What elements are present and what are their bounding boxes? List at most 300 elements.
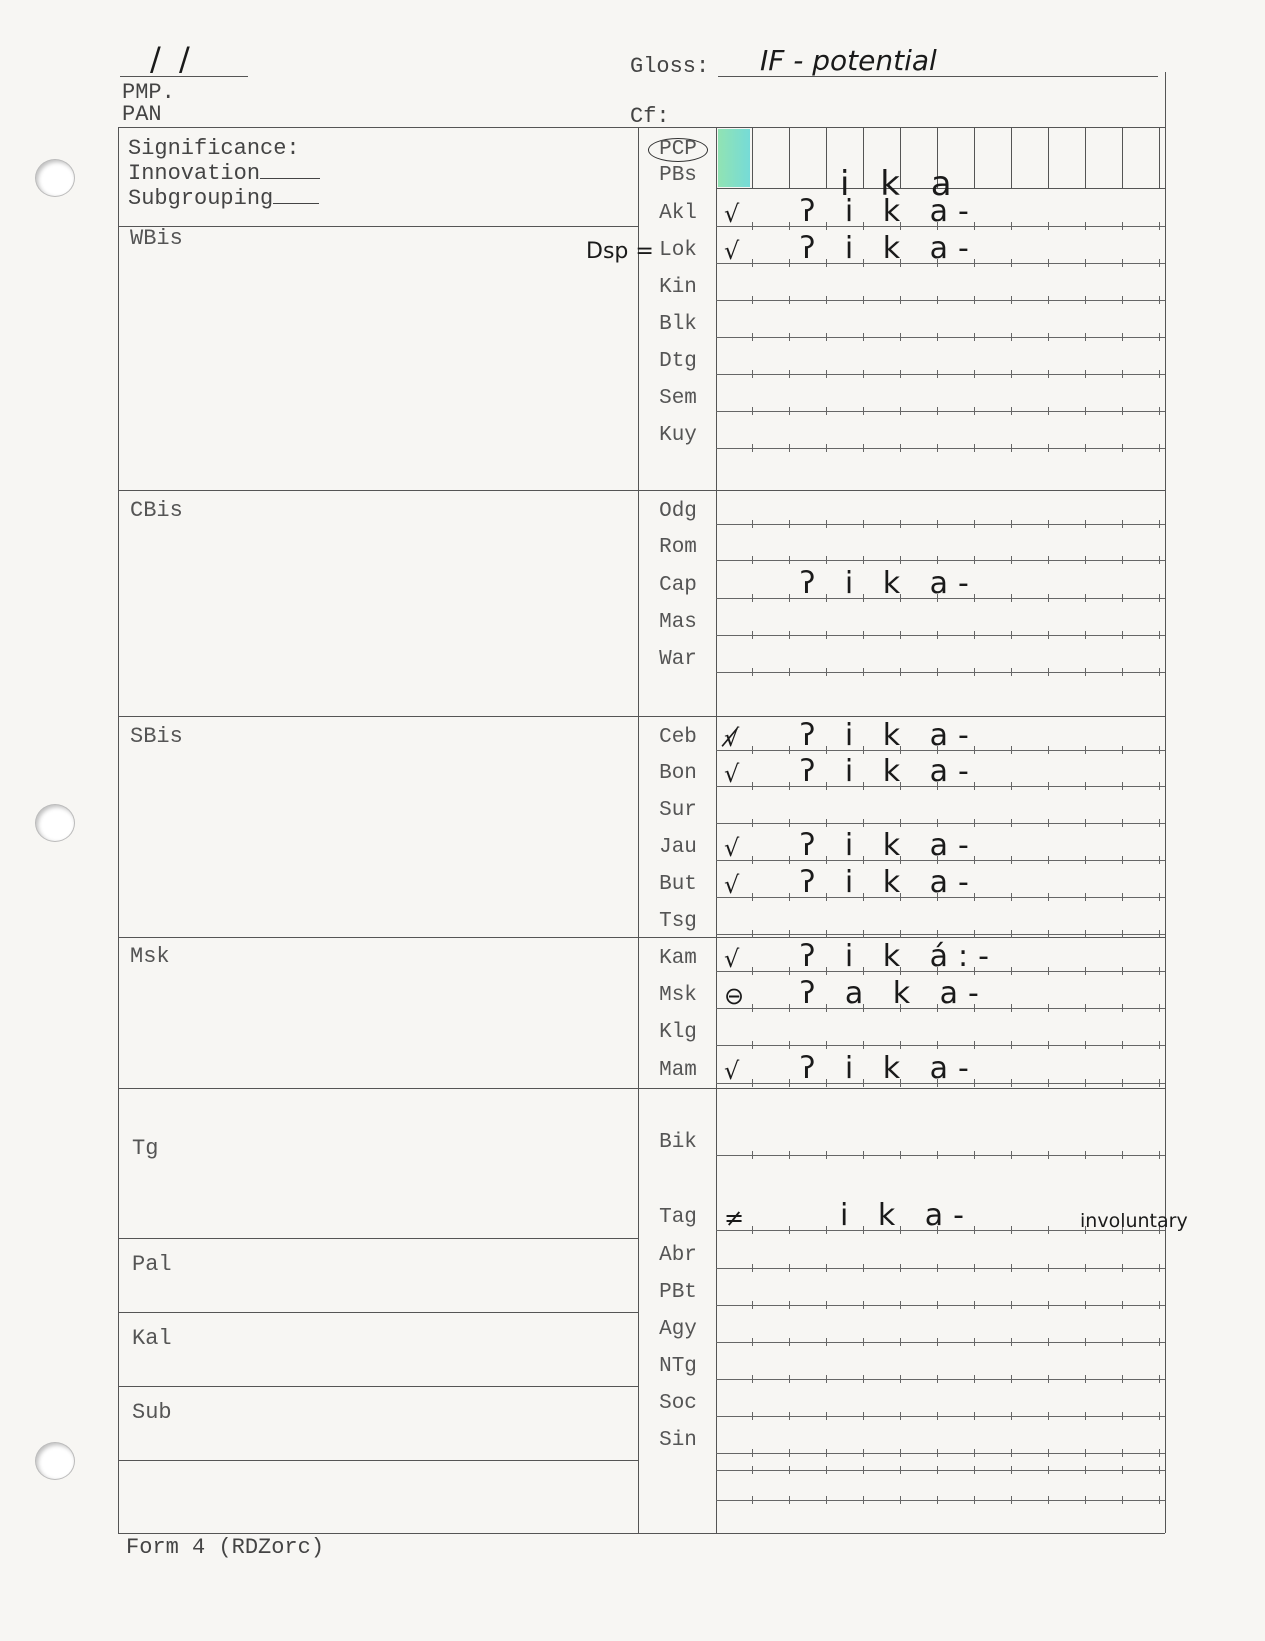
subgrouping-label: [128, 186, 319, 211]
date-underline: [120, 76, 248, 77]
row-rule: [716, 1155, 1165, 1156]
row-tick: [900, 1466, 901, 1474]
language-code-soc: Soc: [659, 1392, 697, 1415]
row-tick: [1048, 893, 1049, 901]
row-tick: [1122, 1264, 1123, 1272]
row-tick: [1085, 782, 1086, 790]
row-tick: [863, 1151, 864, 1159]
row-tick: [1048, 1079, 1049, 1087]
row-tick: [1159, 856, 1160, 864]
row-tick: [1048, 930, 1049, 938]
row-tick: [1085, 1375, 1086, 1383]
language-code-klg: Klg: [659, 1021, 697, 1044]
row-tick: [752, 1151, 753, 1159]
reflex-note: involuntary: [1080, 1210, 1188, 1232]
row-tick: [1048, 856, 1049, 864]
row-tick: [826, 819, 827, 827]
row-tick: [937, 1412, 938, 1420]
row-tick: [826, 1375, 827, 1383]
row-tick: [1122, 1151, 1123, 1159]
row-tick: [789, 746, 790, 754]
row-tick: [1159, 893, 1160, 901]
section-divider-right: [638, 490, 1165, 491]
row-tick: [789, 819, 790, 827]
row-tick: [974, 407, 975, 415]
row-tick: [1048, 1041, 1049, 1049]
frame-top-border: [118, 127, 1165, 128]
row-tick: [789, 1004, 790, 1012]
row-tick: [1122, 444, 1123, 452]
row-tick: [1048, 819, 1049, 827]
innovation-label: [128, 161, 320, 186]
row-rule: [716, 823, 1165, 824]
row-tick: [1085, 1412, 1086, 1420]
row-tick: [1011, 594, 1012, 602]
row-tick: [1011, 1496, 1012, 1504]
row-tick: [1122, 520, 1123, 528]
row-tick: [826, 444, 827, 452]
row-tick: [1048, 1496, 1049, 1504]
row-rule: [716, 448, 1165, 449]
language-code-tag: Tag: [659, 1206, 697, 1229]
row-tick: [1011, 631, 1012, 639]
row-tick: [789, 1264, 790, 1272]
row-tick: [789, 1041, 790, 1049]
row-tick: [900, 1264, 901, 1272]
row-tick: [974, 333, 975, 341]
status-mark: ≠: [724, 1204, 745, 1232]
row-tick: [1085, 1301, 1086, 1309]
row-tick: [900, 1041, 901, 1049]
row-tick: [937, 631, 938, 639]
row-tick: [789, 856, 790, 864]
row-tick: [937, 1264, 938, 1272]
row-tick: [863, 370, 864, 378]
language-code-ceb: Ceb: [659, 726, 697, 749]
row-tick: [1159, 1338, 1160, 1346]
row-tick: [1159, 1449, 1160, 1457]
row-tick: [1122, 407, 1123, 415]
row-tick: [1159, 444, 1160, 452]
language-code-rom: Rom: [659, 536, 697, 559]
top-grid-column: [1048, 127, 1049, 188]
row-tick: [1011, 370, 1012, 378]
row-tick: [1011, 856, 1012, 864]
row-tick: [1085, 1041, 1086, 1049]
row-tick: [752, 520, 753, 528]
row-tick: [789, 370, 790, 378]
region-cbis: CBis: [130, 498, 183, 523]
row-rule: [716, 934, 1165, 935]
row-tick: [1085, 296, 1086, 304]
cf-label: Cf:: [630, 104, 670, 129]
region-sub: Sub: [132, 1400, 172, 1425]
status-mark: √: [724, 237, 740, 265]
section-divider: [118, 1088, 638, 1089]
language-code-blk: Blk: [659, 313, 697, 336]
status-mark: √̸: [724, 724, 740, 752]
row-tick: [863, 296, 864, 304]
row-tick: [752, 782, 753, 790]
row-tick: [789, 782, 790, 790]
row-tick: [1159, 746, 1160, 754]
row-tick: [1011, 1226, 1012, 1234]
row-tick: [1159, 1264, 1160, 1272]
row-tick: [900, 520, 901, 528]
row-tick: [1085, 1496, 1086, 1504]
row-tick: [937, 668, 938, 676]
status-mark: √: [724, 834, 740, 862]
row-tick: [789, 1375, 790, 1383]
row-tick: [1085, 1151, 1086, 1159]
reflex-form: ʔ i k a-: [800, 865, 979, 900]
row-tick: [900, 1496, 901, 1504]
row-tick: [1085, 1264, 1086, 1272]
row-tick: [863, 1301, 864, 1309]
row-tick: [1159, 333, 1160, 341]
status-mark: √: [724, 200, 740, 228]
pan-label: PAN: [122, 102, 162, 127]
row-tick: [789, 1449, 790, 1457]
row-tick: [900, 1301, 901, 1309]
punch-hole-top: [36, 160, 74, 196]
row-tick: [752, 296, 753, 304]
row-tick: [974, 1466, 975, 1474]
row-tick: [1159, 631, 1160, 639]
section-divider: [118, 490, 638, 491]
frame-right-border: [1165, 72, 1166, 1533]
row-tick: [1048, 296, 1049, 304]
row-tick: [1159, 222, 1160, 230]
row-tick: [789, 1338, 790, 1346]
row-tick: [826, 930, 827, 938]
row-tick: [863, 668, 864, 676]
row-tick: [1011, 930, 1012, 938]
row-tick: [1085, 1466, 1086, 1474]
row-tick: [1159, 930, 1160, 938]
language-code-akl: Akl: [659, 202, 697, 225]
row-tick: [752, 930, 753, 938]
row-tick: [1048, 631, 1049, 639]
row-tick: [863, 556, 864, 564]
section-divider: [118, 1386, 638, 1387]
row-tick: [789, 1079, 790, 1087]
row-tick: [1048, 967, 1049, 975]
row-tick: [1048, 1466, 1049, 1474]
row-tick: [1159, 1151, 1160, 1159]
row-tick: [826, 1151, 827, 1159]
row-tick: [863, 1496, 864, 1504]
row-tick: [1011, 668, 1012, 676]
row-tick: [1011, 407, 1012, 415]
row-tick: [1122, 1338, 1123, 1346]
reflex-form: i k a-: [840, 1198, 974, 1233]
row-tick: [1159, 819, 1160, 827]
row-tick: [1011, 520, 1012, 528]
row-tick: [1122, 1496, 1123, 1504]
top-grid-column: [1011, 127, 1012, 188]
language-code-lok: Lok: [659, 239, 697, 262]
top-grid-column: [1122, 127, 1123, 188]
row-tick: [1048, 370, 1049, 378]
row-tick: [863, 333, 864, 341]
row-tick: [826, 1226, 827, 1234]
region-kal: Kal: [132, 1326, 172, 1351]
row-tick: [900, 444, 901, 452]
row-tick: [1122, 819, 1123, 827]
row-tick: [789, 1466, 790, 1474]
row-tick: [1122, 1466, 1123, 1474]
language-code-but: But: [659, 873, 697, 896]
row-tick: [1159, 668, 1160, 676]
highlight-mark: [718, 129, 750, 187]
row-tick: [789, 407, 790, 415]
innovation-text: Innovation: [128, 161, 261, 186]
row-tick: [1159, 1301, 1160, 1309]
row-tick: [1085, 259, 1086, 267]
reflex-form: ʔ i k a-: [800, 754, 979, 789]
top-grid-column: [1085, 127, 1086, 188]
row-tick: [863, 1375, 864, 1383]
row-tick: [1011, 1041, 1012, 1049]
row-tick: [1011, 819, 1012, 827]
row-tick: [826, 1449, 827, 1457]
row-tick: [752, 1466, 753, 1474]
row-tick: [863, 1412, 864, 1420]
row-tick: [752, 1079, 753, 1087]
language-code-jau: Jau: [659, 836, 697, 859]
row-tick: [937, 1449, 938, 1457]
row-tick: [789, 222, 790, 230]
gloss-value: IF - potential: [760, 44, 937, 77]
row-rule: [716, 1268, 1165, 1269]
row-tick: [789, 296, 790, 304]
section-divider: [118, 1460, 638, 1461]
row-tick: [1085, 333, 1086, 341]
row-tick: [1122, 556, 1123, 564]
language-code-pcp: PCP: [648, 138, 708, 162]
row-tick: [826, 668, 827, 676]
punch-hole-middle: [36, 805, 74, 841]
top-grid-column: [789, 127, 790, 188]
row-tick: [1011, 556, 1012, 564]
row-tick: [974, 556, 975, 564]
row-tick: [974, 444, 975, 452]
language-code-kin: Kin: [659, 276, 697, 299]
row-tick: [974, 1264, 975, 1272]
language-code-bik: Bik: [659, 1131, 697, 1154]
section-divider: [118, 716, 638, 717]
row-tick: [937, 296, 938, 304]
row-tick: [937, 1338, 938, 1346]
row-tick: [1011, 893, 1012, 901]
row-tick: [1011, 967, 1012, 975]
row-tick: [1048, 1449, 1049, 1457]
reflex-form: ʔ i k a-: [800, 1051, 979, 1086]
row-tick: [974, 1041, 975, 1049]
section-divider-right: [638, 1088, 1165, 1089]
row-tick: [752, 1226, 753, 1234]
top-grid-column: [752, 127, 753, 188]
row-tick: [752, 668, 753, 676]
row-tick: [752, 967, 753, 975]
top-grid-column: [974, 127, 975, 188]
row-tick: [863, 930, 864, 938]
row-tick: [900, 819, 901, 827]
row-tick: [752, 1301, 753, 1309]
row-tick: [1011, 296, 1012, 304]
row-tick: [1011, 1079, 1012, 1087]
row-tick: [974, 1412, 975, 1420]
row-tick: [937, 520, 938, 528]
status-mark: √: [724, 945, 740, 973]
row-tick: [1085, 856, 1086, 864]
row-tick: [826, 1412, 827, 1420]
row-tick: [789, 1412, 790, 1420]
row-tick: [1085, 594, 1086, 602]
form-footer: Form 4 (RDZorc): [126, 1535, 325, 1560]
row-tick: [1085, 746, 1086, 754]
row-tick: [900, 1412, 901, 1420]
region-pal: Pal: [132, 1252, 172, 1277]
row-tick: [1122, 856, 1123, 864]
row-tick: [1011, 1264, 1012, 1272]
row-tick: [900, 668, 901, 676]
language-code-dtg: Dtg: [659, 350, 697, 373]
row-tick: [1011, 782, 1012, 790]
row-tick: [1122, 594, 1123, 602]
row-tick: [826, 1301, 827, 1309]
row-tick: [826, 1264, 827, 1272]
row-tick: [826, 1338, 827, 1346]
row-rule: [716, 524, 1165, 525]
row-tick: [1159, 556, 1160, 564]
row-tick: [974, 520, 975, 528]
row-tick: [1122, 1449, 1123, 1457]
row-tick: [1011, 333, 1012, 341]
row-tick: [752, 1338, 753, 1346]
row-tick: [826, 520, 827, 528]
row-tick: [826, 631, 827, 639]
row-tick: [974, 370, 975, 378]
row-tick: [1048, 1412, 1049, 1420]
language-code-abr: Abr: [659, 1244, 697, 1267]
row-tick: [974, 1338, 975, 1346]
row-tick: [826, 556, 827, 564]
language-code-mas: Mas: [659, 611, 697, 634]
row-tick: [1085, 370, 1086, 378]
row-tick: [1122, 1412, 1123, 1420]
region-sbis: SBis: [130, 724, 183, 749]
row-tick: [974, 631, 975, 639]
frame-middle-divider: [638, 127, 639, 1533]
row-tick: [789, 930, 790, 938]
row-tick: [900, 407, 901, 415]
row-tick: [826, 333, 827, 341]
row-tick: [1011, 1338, 1012, 1346]
row-tick: [900, 631, 901, 639]
region-tg: Tg: [132, 1136, 159, 1161]
status-mark: √: [724, 760, 740, 788]
language-code-ntg: NTg: [659, 1355, 697, 1378]
row-tick: [789, 520, 790, 528]
row-rule: [716, 635, 1165, 636]
status-mark: ⊖: [724, 982, 745, 1010]
row-tick: [1011, 746, 1012, 754]
punch-hole-bottom: [36, 1443, 74, 1479]
row-tick: [752, 893, 753, 901]
row-tick: [752, 746, 753, 754]
row-tick: [1122, 222, 1123, 230]
row-tick: [1159, 782, 1160, 790]
row-tick: [974, 1301, 975, 1309]
row-tick: [752, 444, 753, 452]
row-tick: [937, 1301, 938, 1309]
row-tick: [1085, 1079, 1086, 1087]
row-tick: [826, 407, 827, 415]
row-tick: [974, 296, 975, 304]
row-tick: [752, 1449, 753, 1457]
language-code-war: War: [659, 648, 697, 671]
row-tick: [752, 819, 753, 827]
row-tick: [1122, 746, 1123, 754]
date-slashes: / /: [150, 40, 194, 78]
row-tick: [900, 1375, 901, 1383]
row-tick: [752, 370, 753, 378]
row-tick: [1122, 1004, 1123, 1012]
row-tick: [1085, 444, 1086, 452]
row-tick: [789, 556, 790, 564]
row-tick: [1048, 1264, 1049, 1272]
row-tick: [900, 1449, 901, 1457]
row-tick: [863, 1338, 864, 1346]
row-rule-blank: [716, 1470, 1165, 1471]
row-tick: [752, 407, 753, 415]
row-tick: [937, 1375, 938, 1383]
section-divider: [118, 1312, 638, 1313]
row-tick: [752, 333, 753, 341]
row-tick: [752, 594, 753, 602]
reflex-form: ʔ i k á:-: [800, 939, 999, 974]
row-tick: [752, 1375, 753, 1383]
row-tick: [1122, 1079, 1123, 1087]
row-tick: [789, 1226, 790, 1234]
row-tick: [900, 333, 901, 341]
row-tick: [1122, 668, 1123, 676]
row-tick: [1011, 222, 1012, 230]
row-tick: [937, 1041, 938, 1049]
row-tick: [1011, 1412, 1012, 1420]
language-code-odg: Odg: [659, 500, 697, 523]
row-tick: [1085, 631, 1086, 639]
row-tick: [1159, 594, 1160, 602]
row-tick: [1085, 407, 1086, 415]
row-tick: [1048, 222, 1049, 230]
row-tick: [863, 1041, 864, 1049]
row-tick: [1159, 1375, 1160, 1383]
language-code-bon: Bon: [659, 762, 697, 785]
row-tick: [1159, 1412, 1160, 1420]
row-tick: [1122, 1301, 1123, 1309]
row-tick: [1159, 1496, 1160, 1504]
row-tick: [1048, 668, 1049, 676]
row-tick: [1159, 1079, 1160, 1087]
reflex-form: ʔ i k a-: [800, 566, 979, 601]
row-tick: [974, 819, 975, 827]
row-tick: [789, 631, 790, 639]
row-tick: [789, 444, 790, 452]
language-code-sem: Sem: [659, 387, 697, 410]
